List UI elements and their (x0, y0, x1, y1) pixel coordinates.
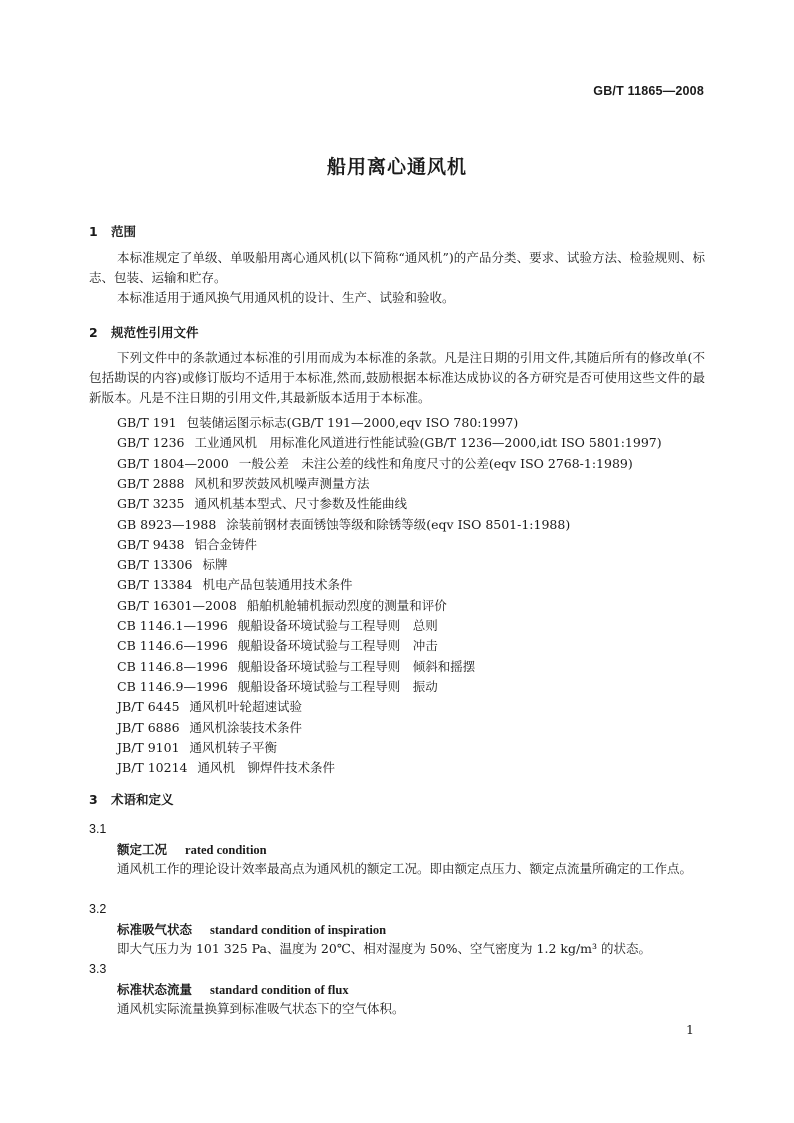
term-3-1-name (117, 840, 267, 858)
reference-code: GB/T 9438 (117, 536, 185, 552)
term-3-2-number: 3.2 (89, 902, 107, 916)
reference-title: 涂装前钢材表面锈蚀等级和除锈等级(eqv ISO 8501-1:1988) (226, 516, 571, 532)
section-1-heading (89, 222, 136, 240)
reference-code: GB/T 2888 (117, 475, 185, 491)
reference-title: 标牌 (202, 557, 228, 573)
reference-item (117, 636, 438, 656)
term-3-2-name (117, 920, 386, 938)
section-2-heading (89, 323, 199, 341)
section-title: 范围 (111, 224, 137, 239)
reference-title: 船舶机舱辅机振动烈度的测量和评价 (246, 597, 447, 613)
reference-code: GB/T 13384 (117, 577, 193, 593)
reference-item (117, 718, 302, 738)
reference-item (117, 697, 302, 717)
section-title: 术语和定义 (111, 792, 174, 807)
reference-item (117, 474, 370, 494)
reference-title: 舰船设备环境试验与工程导则 振动 (237, 678, 438, 694)
reference-title: 舰船设备环境试验与工程导则 倾斜和摇摆 (237, 658, 476, 674)
section-title: 规范性引用文件 (111, 325, 199, 340)
reference-code: CB 1146.1—1996 (117, 618, 228, 633)
standard-number: GB/T 11865—2008 (593, 84, 704, 98)
term-3-3-definition: 通风机实际流量换算到标准吸气状态下的空气体积。 (117, 1001, 405, 1016)
reference-code: GB/T 1236 (117, 435, 185, 451)
term-zh: 标准吸气状态 (117, 922, 193, 937)
term-3-1-definition: 通风机工作的理论设计效率最高点为通风机的额定工况。即由额定点压力、额定点流量所确定的工作点。 (117, 861, 693, 876)
reference-code: JB/T 10214 (117, 760, 188, 776)
reference-code: GB 8923—1988 (117, 516, 217, 532)
term-en: standard condition of inspiration (210, 923, 387, 937)
term-zh: 额定工况 (117, 842, 168, 857)
reference-title: 包装储运图示标志(GB/T 191—2000,eqv ISO 780:1997) (186, 415, 519, 430)
reference-title: 一般公差 未注公差的线性和角度尺寸的公差(eqv ISO 2768-1:1989) (238, 455, 633, 471)
reference-code: CB 1146.8—1996 (117, 658, 228, 674)
reference-title: 工业通风机 用标准化风道进行性能试验(GB/T 1236—2000,idt ISO 5801:1997) (194, 435, 662, 451)
reference-item (117, 413, 518, 433)
page-number: 1 (686, 1022, 694, 1037)
reference-item (117, 555, 227, 575)
section-number: 2 (89, 325, 98, 340)
reference-item (117, 596, 447, 616)
term-zh: 标准状态流量 (117, 982, 193, 997)
reference-code: GB/T 13306 (117, 557, 193, 573)
reference-title: 舰船设备环境试验与工程导则 冲击 (237, 638, 438, 654)
reference-item (117, 738, 277, 758)
reference-title: 通风机转子平衡 (189, 739, 278, 755)
reference-item (117, 575, 352, 595)
reference-item (117, 454, 633, 474)
reference-code: CB 1146.6—1996 (117, 638, 228, 654)
section-number: 3 (89, 792, 98, 807)
reference-title: 通风机 铆焊件技术条件 (197, 760, 335, 776)
reference-code: GB/T 191 (117, 415, 177, 430)
reference-code: GB/T 1804—2000 (117, 455, 229, 471)
term-3-1-number: 3.1 (89, 822, 107, 836)
document-title: 船用离心通风机 (326, 156, 467, 178)
reference-title: 风机和罗茨鼓风机噪声测量方法 (194, 475, 370, 491)
section-3-heading (89, 790, 174, 808)
reference-title: 通风机涂装技术条件 (189, 719, 303, 735)
reference-code: GB/T 3235 (117, 496, 185, 512)
reference-title: 舰船设备环境试验与工程导则 总则 (237, 618, 438, 633)
term-en: rated condition (185, 843, 267, 857)
reference-code: GB/T 16301—2008 (117, 597, 237, 613)
reference-title: 通风机叶轮超速试验 (189, 699, 303, 715)
reference-title: 铝合金铸件 (194, 536, 258, 552)
section-1-para-1: 本标准规定了单级、单吸船用离心通风机(以下简称“通风机”)的产品分类、要求、试验方法、检验规则、标志、包装、运输和贮存。 (89, 250, 705, 285)
reference-item (117, 758, 335, 778)
reference-item (117, 433, 662, 453)
reference-code: CB 1146.9—1996 (117, 678, 228, 694)
term-en: standard condition of flux (210, 983, 349, 997)
reference-title: 通风机基本型式、尺寸参数及性能曲线 (194, 496, 408, 512)
section-number: 1 (89, 224, 98, 239)
term-3-2-definition: 即大气压力为 101 325 Pa、温度为 20℃、相对湿度为 50%、空气密度为 1.2 kg/m³ 的状态。 (117, 941, 652, 956)
reference-code: JB/T 9101 (117, 739, 180, 755)
reference-code: JB/T 6886 (117, 719, 180, 735)
term-3-3-name (117, 980, 349, 998)
reference-item (117, 677, 438, 697)
section-2-intro: 下列文件中的条款通过本标准的引用而成为本标准的条款。凡是注日期的引用文件,其随后所有的修改单(不包括勘误的内容)或修订版均不适用于本标准,然而,鼓励根据本标准达成协议的各方研究是否可使用这些文件的最新版本。凡是不注日期的引用文件,其最新版本适用于本标准。 (89, 350, 705, 405)
reference-item (117, 535, 257, 555)
reference-item (117, 494, 407, 514)
reference-item (117, 616, 438, 636)
reference-item (117, 657, 475, 677)
section-1-para-2: 本标准适用于通风换气用通风机的设计、生产、试验和验收。 (117, 290, 455, 305)
term-3-3-number: 3.3 (89, 962, 107, 976)
reference-item (117, 515, 570, 535)
reference-title: 机电产品包装通用技术条件 (202, 577, 353, 593)
reference-code: JB/T 6445 (117, 699, 180, 715)
